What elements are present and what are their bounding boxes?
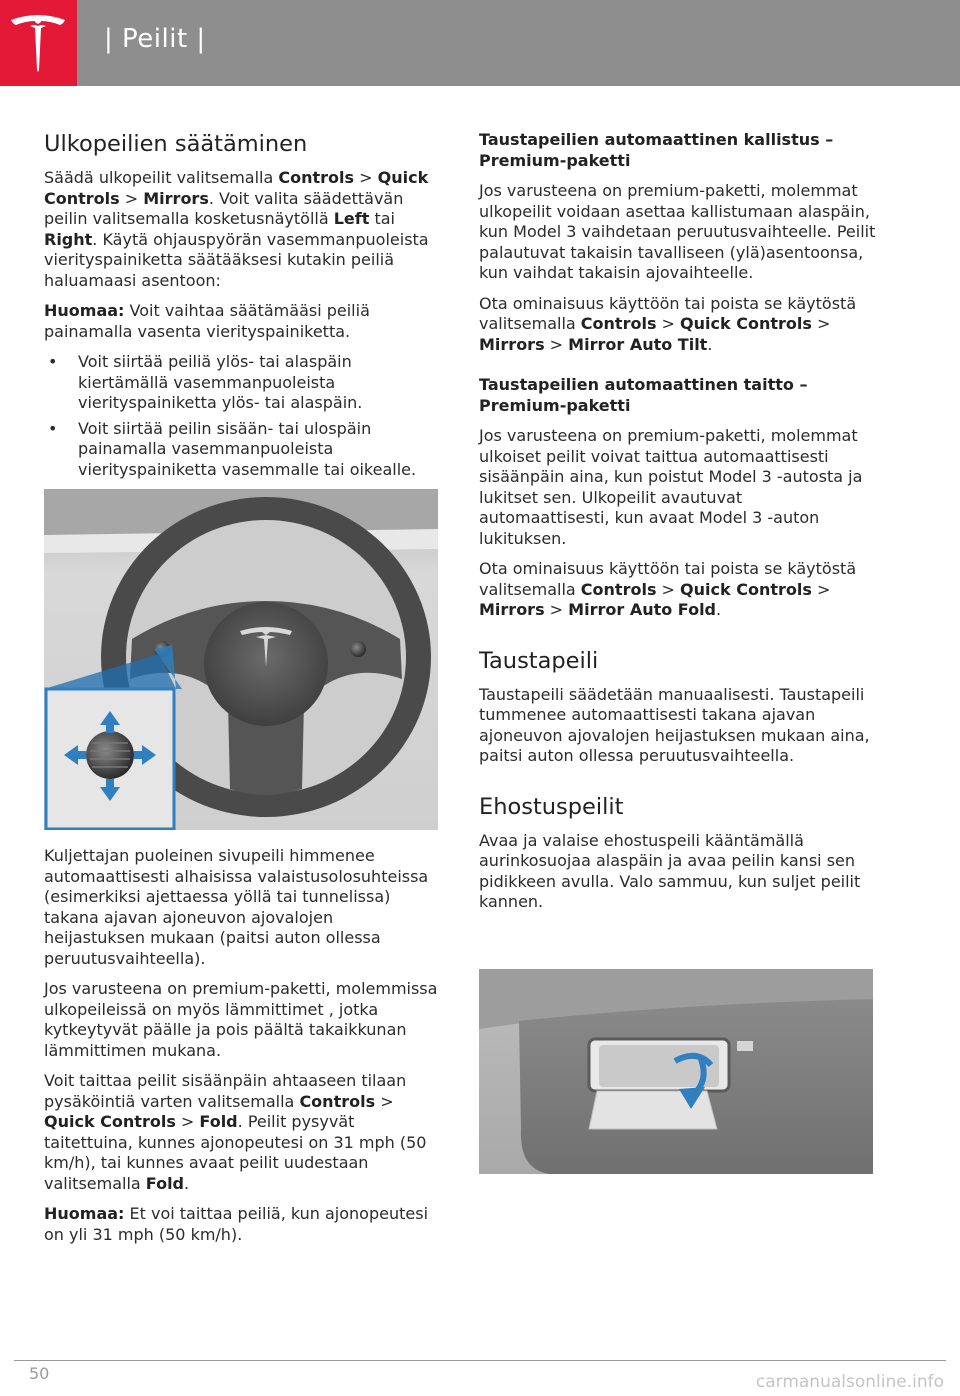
section-title: | Peilit | [104, 24, 206, 54]
heading-vanity-mirrors: Ehostuspeilit [479, 793, 624, 820]
left-column-lower [44, 846, 438, 1255]
note-fold-speed: Huomaa: Et voi taittaa peiliä, kun ajonopeutesi on yli 31 mph (50 km/h). [44, 1204, 429, 1244]
vanity-mirror-illustration [479, 969, 873, 1174]
intro-paragraph: Säädä ulkopeilit valitsemalla Controls > Quick Controls > Mirrors. Voit valita säädettävän peilin valitsemalla kosketusnäytöllä Left tai Right. Käytä ohjauspyörän vasemmanpuoleista vierityspainiketta säätääksesi kutakin peiliä haluamaasi asentoon: [44, 168, 429, 290]
auto-tilt-paragraph: Jos varusteena on premium-paketti, molemmat ulkopeilit voidaan asettaa kallistumaan alaspäin, kun Model 3 vaihdetaan peruutusvaihteelle. Peilit palautuvat takaisin tavalliseen (ylä)asentoonsa, kun vaihdat takaisin ajovaihteelle. [479, 181, 876, 282]
heading-adjust-mirrors: Ulkopeilien säätäminen [44, 131, 308, 157]
auto-fold-paragraph: Jos varusteena on premium-paketti, molemmat ulkoiset peilit voivat taittua automaattisesti sisäänpäin aina, kun poistut Model 3 -autosta ja lukitset sen. Ulkopeilit avautuvat automaattisesti, kun avaat Model 3 -auton lukituksen. [479, 426, 863, 548]
page-number: 50 [29, 1364, 50, 1383]
heading-auto-fold: Taustapeilien automaattinen taitto – Premium-paketti [479, 375, 808, 415]
heading-auto-tilt: Taustapeilien automaattinen kallistus – Premium-paketti [479, 130, 834, 170]
auto-fold-enable: Ota ominaisuus käyttöön tai poista se käytöstä valitsemalla Controls > Quick Controls > Mirrors > Mirror Auto Fold. [479, 559, 857, 619]
rear-mirror-paragraph: Taustapeili säädetään manuaalisesti. Taustapeili tummenee automaattisesti takana ajavan ajoneuvon ajovalojen heijastuksen mukaan aina, paitsi auton ollessa peruutusvaihteella. [479, 684, 870, 765]
heading-rear-mirror: Taustapeili [479, 647, 599, 674]
vanity-mirror-paragraph: Avaa ja valaise ehostuspeili kääntämällä aurinkosuojaa alaspäin ja avaa peilin kansi sen pidikkeen avulla. Valo sammuu, kun suljet peilit kannen. [479, 830, 861, 911]
right-column [479, 130, 877, 923]
note-switch-mirror: Huomaa: Voit vaihtaa säätämääsi peiliä painamalla vasenta vierityspainiketta. [44, 301, 370, 341]
tesla-logo [0, 0, 77, 86]
dimming-paragraph: Kuljettajan puoleinen sivupeili himmenee automaattisesti alhaisissa valaistusolosuhteissa (esimerkiksi ajettaessa yöllä tai tunnelissa) takana ajavan ajoneuvon ajovalojen heijastuksen mukaan (paitsi auton ollessa peruutusvaihteella). [44, 846, 429, 968]
auto-tilt-enable: Ota ominaisuus käyttöön tai poista se käytöstä valitsemalla Controls > Quick Controls > Mirrors > Mirror Auto Tilt. [479, 293, 857, 354]
footer-divider [14, 1360, 946, 1361]
page-header [0, 0, 960, 86]
left-column [44, 130, 438, 490]
fold-paragraph: Voit taittaa peilit sisäänpäin ahtaaseen tilaan pysäköintiä varten valitsemalla Controls > Quick Controls > Fold. Peilit pysyvät taitettuina, kunnes ajonopeutesi on 31 mph (50 km/h), tai kunnes avaat peilit uudestaan valitsemalla Fold. [44, 1071, 427, 1193]
steering-wheel-illustration [44, 489, 438, 830]
list-item: • Voit siirtää peiliä ylös- tai alaspäin kiertämällä vasemmanpuoleista vierityspainiketta ylös- tai alaspäin. [44, 352, 438, 414]
heating-paragraph: Jos varusteena on premium-paketti, molemmissa ulkopeileissä on myös lämmittimet , jotka kytkeytyvät päälle ja pois päältä takaikkunan lämmittimen mukana. [44, 979, 438, 1060]
tesla-t-icon [8, 12, 68, 74]
adjust-bullet-list [44, 352, 438, 480]
list-item: • Voit siirtää peilin sisään- tai ulospäin painamalla vasemmanpuoleista vierityspainiketta vasemmalle tai oikealle. [44, 419, 438, 481]
watermark: carmanualsonline.info [755, 1372, 944, 1392]
